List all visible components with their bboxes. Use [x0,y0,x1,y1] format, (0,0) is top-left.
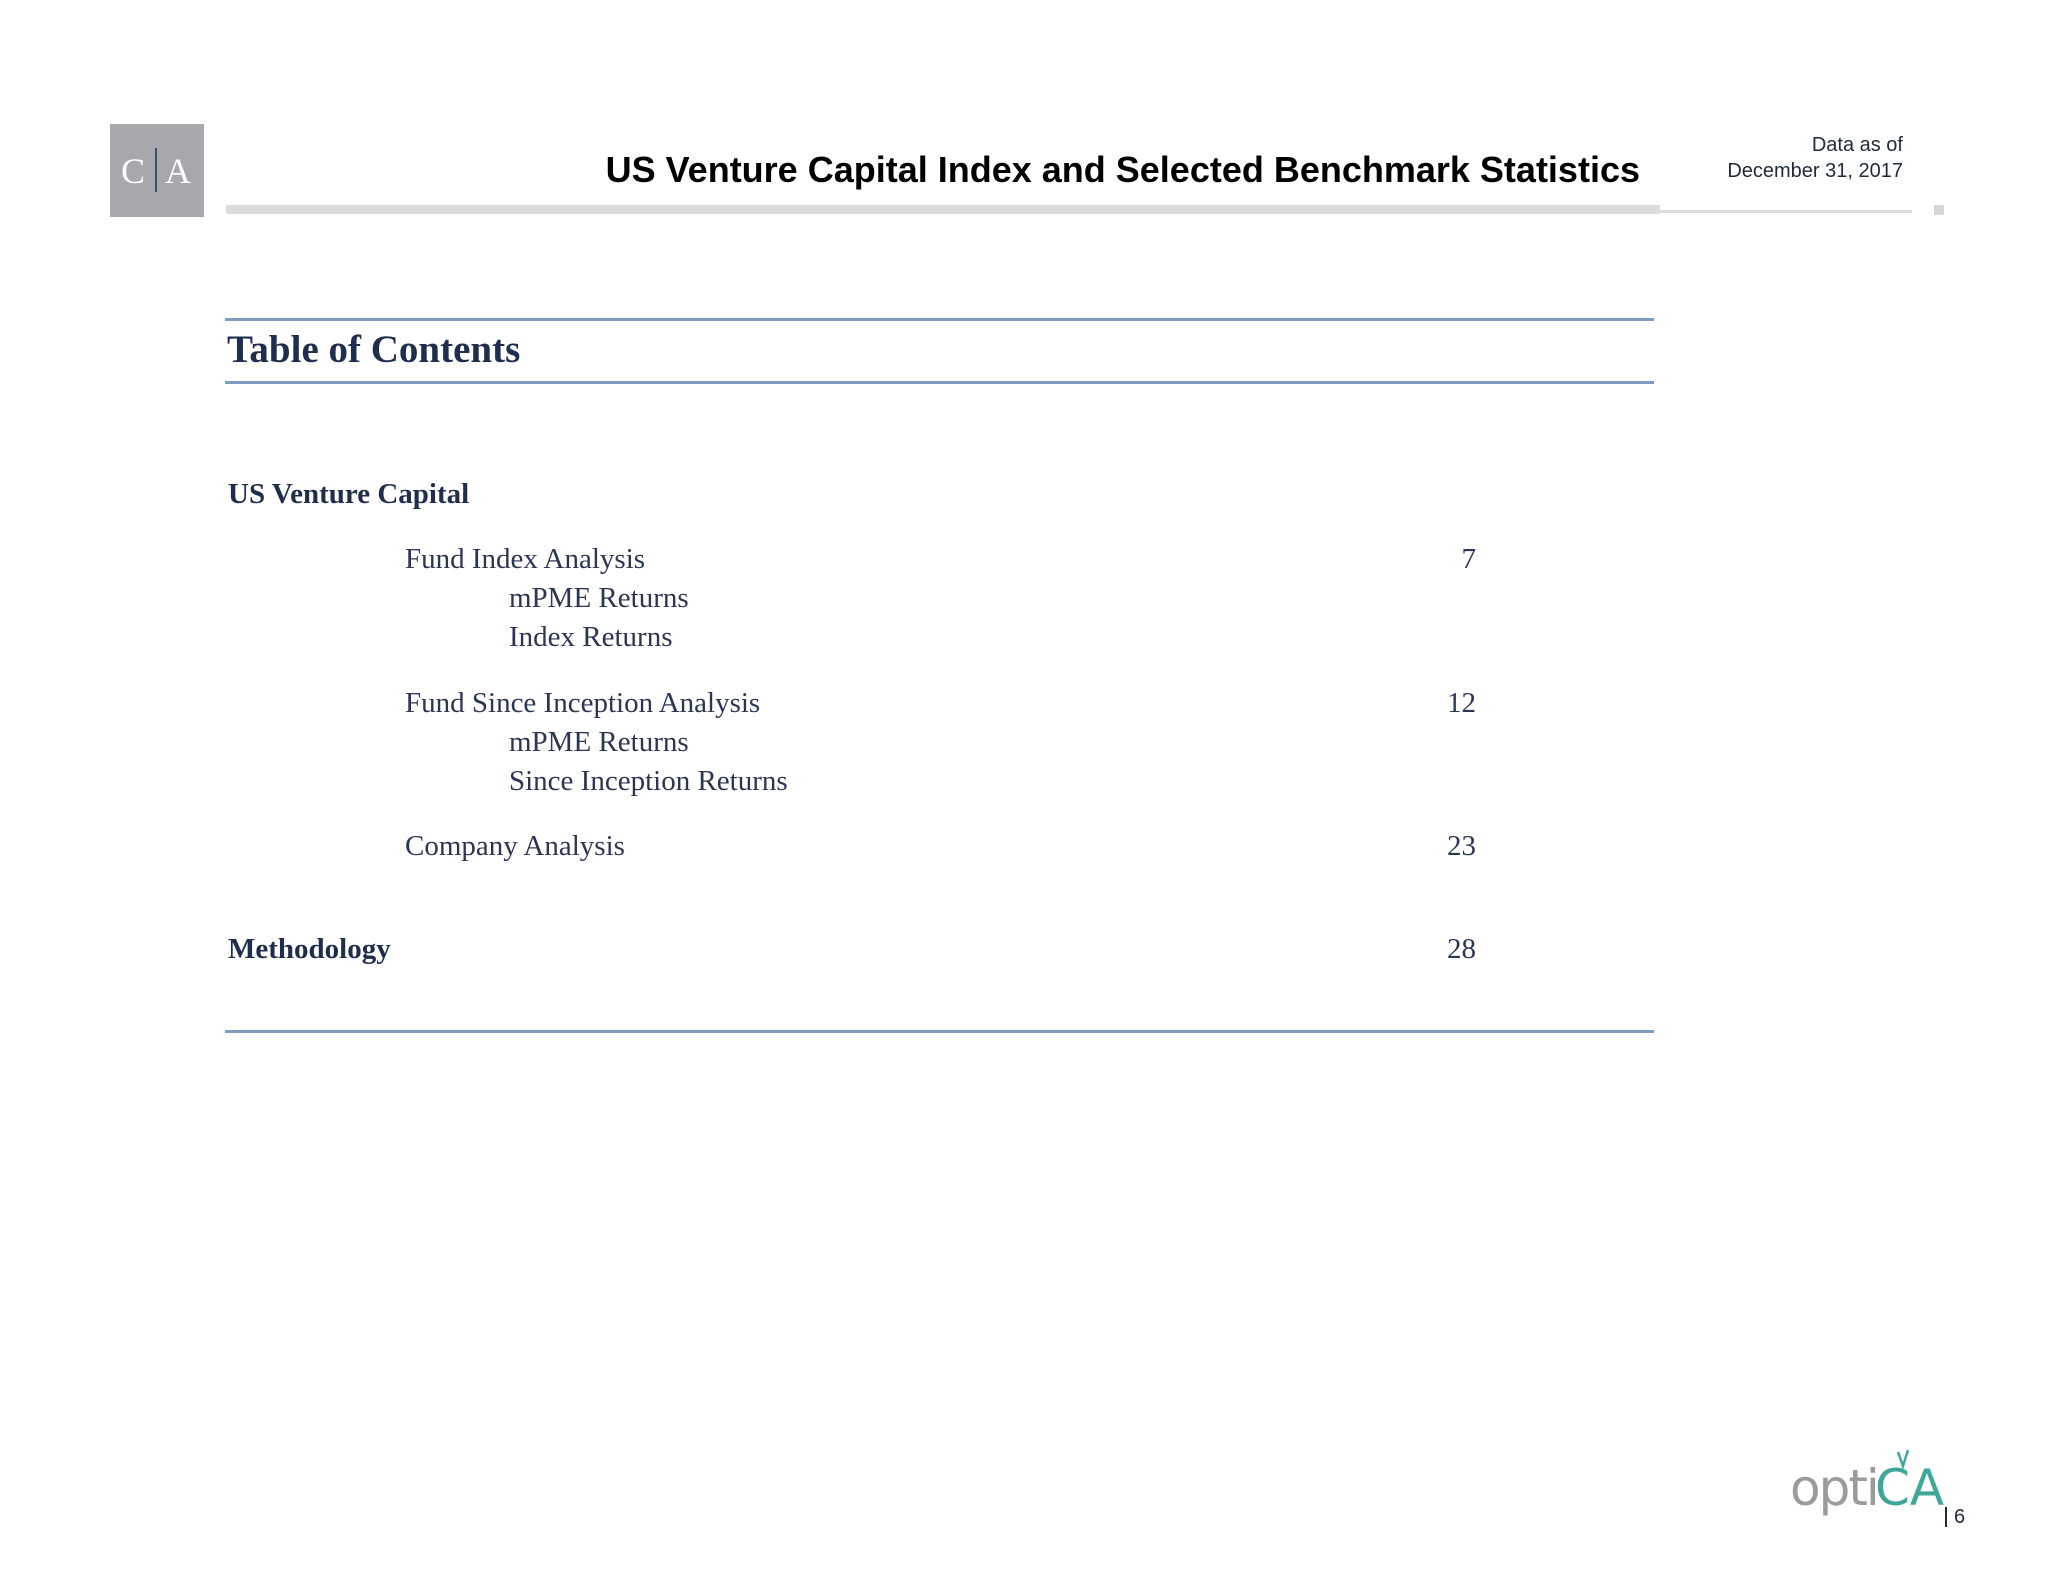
header-rule-thin [1660,210,1912,213]
report-title: US Venture Capital Index and Selected Benchmark Statistics [605,149,1640,190]
optica-logo [1780,1440,1945,1525]
optica-logo-mark [1780,1440,1945,1520]
toc-entry-fund-since-inception-analysis: Fund Since Inception Analysis [405,687,761,719]
toc-page-company-analysis: 23 [1447,830,1476,862]
svg-text:A: A [165,151,191,191]
toc-title: Table of Contents [227,328,521,371]
data-as-of-date: December 31, 2017 [1727,160,1903,182]
toc-subentry-mpme-returns-2: mPME Returns [509,726,689,758]
ca-logo-mark [110,124,204,217]
toc-bottom-rule [225,1030,1654,1033]
data-as-of-label: Data as of [1811,134,1903,156]
header-square-marker [1934,205,1944,215]
toc-subentry-mpme-returns: mPME Returns [509,582,689,614]
page-number-value: 6 [1954,1506,1966,1528]
toc-page-fund-index-analysis: 7 [1461,543,1476,575]
svg-text:CA: CA [1875,1459,1945,1517]
toc-entry-company-analysis: Company Analysis [405,830,625,862]
toc-top-rule [225,318,1654,321]
toc-entry-fund-index-analysis: Fund Index Analysis [405,543,646,575]
page-number-divider [1945,1507,1947,1527]
toc-section-us-venture-capital: US Venture Capital [228,478,470,510]
toc-section-methodology: Methodology [228,933,391,965]
data-as-of [1727,132,1903,184]
page-number [1945,1505,1965,1529]
toc-page-fund-since-inception-analysis: 12 [1447,687,1476,719]
ca-logo [110,124,204,217]
svg-text:C: C [121,151,146,191]
toc-subentry-index-returns: Index Returns [509,621,673,653]
toc-page-methodology: 28 [1447,933,1476,965]
toc-title-rule [225,381,1654,384]
toc-subentry-since-inception-returns: Since Inception Returns [509,765,788,797]
header-rule [226,205,1660,214]
svg-text:opti: opti [1790,1459,1878,1517]
